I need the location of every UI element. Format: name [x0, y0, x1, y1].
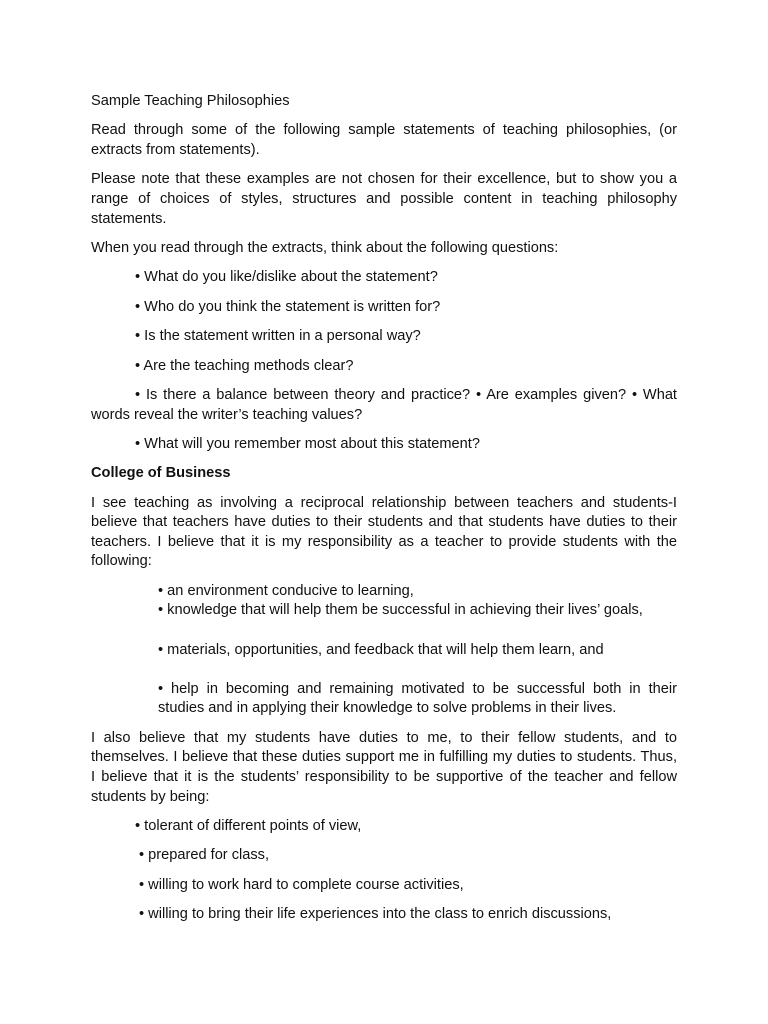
question-item: • Is the statement written in a personal way? [135, 328, 421, 345]
student-duty-item: • tolerant of different points of view, [135, 817, 362, 834]
teacher-duty-item: • materials, opportunities, and feedback that will help them learn, and [158, 641, 604, 658]
document-page [91, 92, 677, 935]
intro-paragraph-1: Read through some of the following sample statements of teaching philosophies, (or extracts from statements). [91, 122, 677, 158]
section-paragraph-2: I also believe that my students have duties to me, to their fellow students, and to themselves. I believe that these duties support me in fulfilling my duties to students. Thus, I believe that it is the students’ responsibility to be supportive of the teacher and fellow students by being: [91, 729, 677, 805]
question-item: • Are the teaching methods clear? [135, 357, 354, 374]
document-title: Sample Teaching Philosophies [91, 93, 290, 109]
question-item: • What will you remember most about this statement? [135, 435, 480, 452]
student-duty-item: • prepared for class, [139, 847, 270, 864]
question-item: • What do you like/dislike about the statement? [135, 269, 438, 286]
question-item: • Who do you think the statement is written for? [135, 298, 441, 315]
intro-paragraph-2: Please note that these examples are not chosen for their excellence, but to show you a range of choices of styles, structures and possible content in teaching philosophy statements. [91, 171, 677, 227]
section-heading: College of Business [91, 465, 231, 482]
teacher-duty-item: • help in becoming and remaining motivated to be successful both in their studies and in applying their knowledge to solve problems in their lives. [158, 680, 677, 717]
student-duty-item: • willing to bring their life experiences into the class to enrich discussions, [139, 906, 612, 923]
intro-paragraph-3: When you read through the extracts, think about the following questions: [91, 239, 559, 256]
student-duty-item: • willing to work hard to complete course activities, [139, 876, 464, 893]
section-paragraph-1: I see teaching as involving a reciprocal relationship between teachers and students-I believe that teachers have duties to their students and that students have duties to their teachers. I believe that it is my responsibility as a teacher to provide students with the following: [91, 494, 677, 570]
question-item: • Is there a balance between theory and practice? • Are examples given? • What words reveal the writer’s teaching values? [91, 386, 677, 423]
teacher-duty-item: • knowledge that will help them be successful in achieving their lives’ goals, [158, 602, 643, 619]
teacher-duty-item: • an environment conducive to learning, [158, 582, 414, 599]
